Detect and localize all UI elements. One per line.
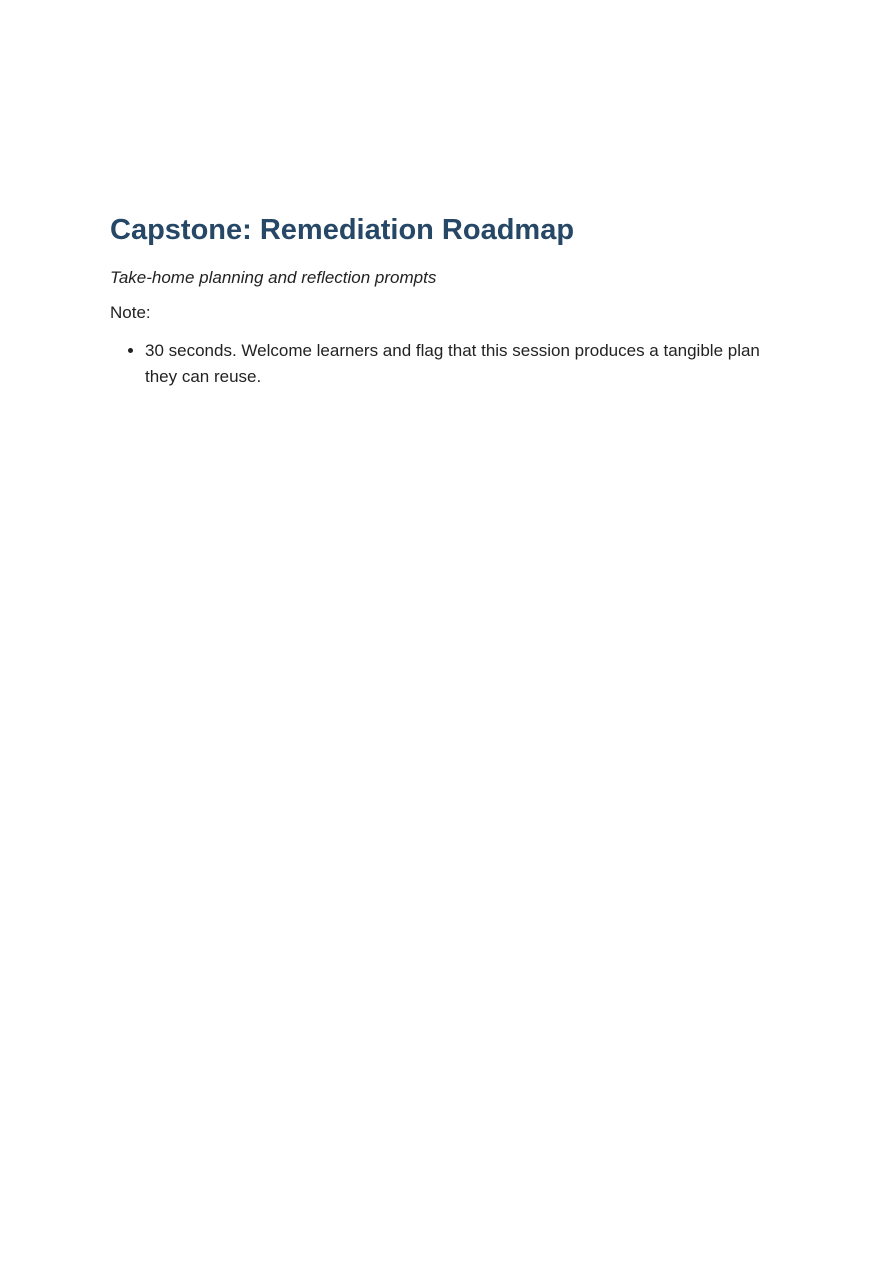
document-page [110, 208, 790, 390]
page-subtitle: Take-home planning and reflection prompts [110, 268, 437, 287]
note-label: Note: [110, 303, 151, 322]
page-title: Capstone: Remediation Roadmap [110, 214, 575, 246]
notes-list [110, 338, 790, 390]
list-item: • 30 seconds. Welcome learners and flag that this session produces a tangible plan they can reuse. [145, 338, 790, 390]
